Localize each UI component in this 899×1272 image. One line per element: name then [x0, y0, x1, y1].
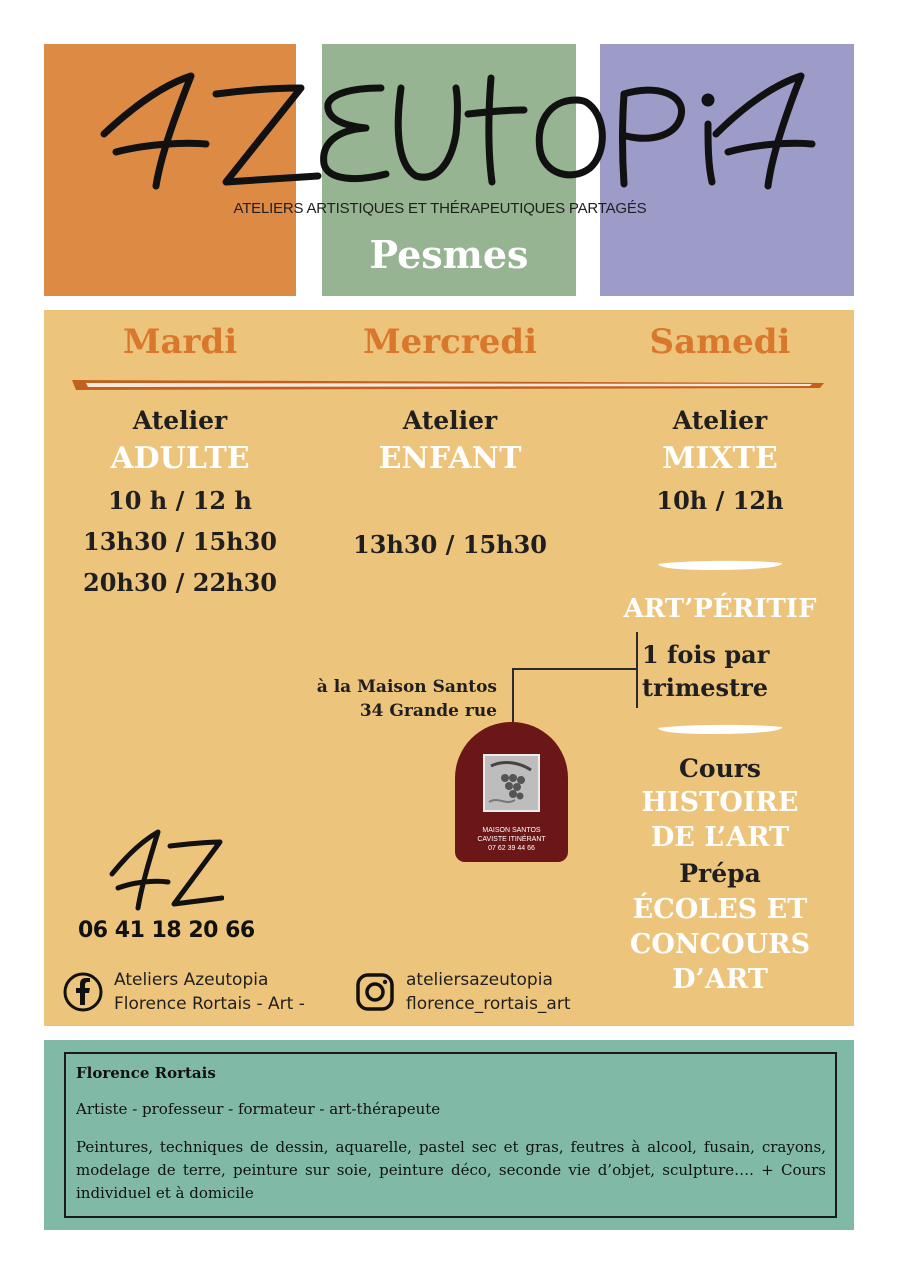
connector-line-vertical [636, 632, 638, 708]
venue-line: à la Maison Santos [316, 677, 497, 697]
cours-title-line: HISTOIRE [641, 787, 799, 818]
frequency-line: 1 fois par [642, 640, 770, 669]
az-monogram [108, 828, 224, 912]
tuesday-type: ADULTE [110, 441, 250, 476]
white-brush-divider [656, 722, 784, 736]
cours-label: Cours [679, 754, 761, 783]
instagram-account[interactable]: ateliersazeutopia [406, 970, 553, 990]
prepa-title-line: CONCOURS [629, 929, 811, 960]
cours-title-line: DE L’ART [650, 822, 790, 853]
azeutopia-logo [96, 64, 816, 194]
art-aperitif: ART’PÉRITIF [623, 594, 817, 624]
tuesday-time: 10 h / 12 h [108, 486, 252, 515]
prepa-label: Prépa [679, 859, 761, 888]
cours-section [590, 754, 850, 997]
tagline: ATELIERS ARTISTIQUES ET THÉRAPEUTIQUES PARTAGÉS [233, 200, 647, 217]
saturday-time: 10h / 12h [656, 486, 784, 515]
tuesday-atelier-label: Atelier [132, 406, 228, 435]
instagram-account[interactable]: florence_rortais_art [406, 994, 571, 1014]
facebook-icon[interactable] [63, 972, 103, 1012]
bio-description: Peintures, techniques de dessin, aquarelle, pastel sec et gras, feutres à alcool, fusain, crayons, modelage de terre, peinture sur soie, peinture déco, seconde vie d’objet, sculpture…. + Cours individuel et à domicile [76, 1138, 826, 1202]
day-tuesday: Mardi [122, 322, 238, 362]
cours-title [590, 785, 850, 855]
tuesday-time: 20h30 / 22h30 [83, 568, 277, 597]
brush-stroke-divider [72, 374, 824, 392]
prepa-title [590, 892, 850, 997]
facebook-page[interactable]: Florence Rortais - Art - [114, 994, 305, 1014]
day-wednesday: Mercredi [362, 322, 538, 362]
prepa-title-line: ÉCOLES ET [632, 894, 808, 925]
wednesday-time: 13h30 / 15h30 [353, 530, 547, 559]
town-name: Pesmes [369, 232, 529, 277]
venue-address [317, 675, 497, 723]
santos-sign-text: CAVISTE ITINÉRANT [477, 836, 546, 843]
wednesday-type: ENFANT [378, 441, 522, 476]
frequency-line: trimestre [642, 673, 769, 702]
venue-line: 34 Grande rue [359, 701, 497, 721]
instagram-links[interactable] [406, 968, 571, 1016]
prepa-title-line: D’ART [672, 964, 768, 995]
santos-sign-text: MAISON SANTOS [482, 827, 541, 834]
saturday-column [590, 406, 850, 515]
phone-number[interactable]: 06 41 18 20 66 [78, 918, 255, 943]
maison-santos-sign [455, 722, 568, 862]
tuesday-column [50, 406, 310, 597]
connector-line-drop [512, 668, 514, 724]
grapes-photo [483, 754, 540, 812]
saturday-type: MIXTE [662, 441, 778, 476]
wednesday-column [320, 406, 580, 559]
saturday-atelier-label: Atelier [672, 406, 768, 435]
bio-role: Artiste - professeur - formateur - art-thérapeute [76, 1100, 441, 1118]
wednesday-atelier-label: Atelier [402, 406, 498, 435]
tuesday-time: 13h30 / 15h30 [83, 527, 277, 556]
aperitif-frequency [642, 638, 802, 704]
bio-name: Florence Rortais [76, 1064, 216, 1082]
white-brush-divider [656, 558, 784, 572]
connector-line-horizontal [512, 668, 636, 670]
facebook-page[interactable]: Ateliers Azeutopia [114, 970, 269, 990]
day-saturday: Samedi [649, 322, 791, 362]
santos-sign-text: 07 62 39 44 66 [488, 845, 535, 852]
facebook-links[interactable] [114, 968, 305, 1016]
instagram-icon[interactable] [355, 972, 395, 1012]
